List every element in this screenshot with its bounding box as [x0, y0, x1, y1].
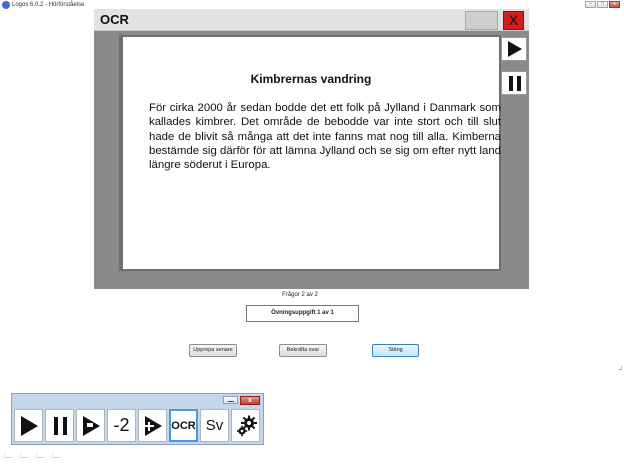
faint-icon — [36, 452, 45, 458]
ocr-close-button[interactable]: X — [503, 11, 524, 30]
language-button[interactable] — [200, 409, 229, 442]
close-app-button[interactable]: x — [609, 1, 620, 8]
repeat-later-button[interactable]: Upprepa senare — [189, 344, 237, 357]
confirm-answer-button[interactable]: Bekräfta svar — [279, 344, 327, 357]
maximize-button[interactable]: □ — [597, 1, 608, 8]
pause-icon — [54, 417, 66, 435]
plus-mark-v — [148, 422, 150, 431]
rewind-label: -2 — [113, 415, 130, 435]
app-logo-icon — [2, 1, 10, 9]
ocr-label: OCR — [171, 420, 196, 432]
question-counter: Frågor 2 av 2 — [282, 292, 318, 298]
ocr-window-title: OCR — [100, 12, 129, 27]
rewind-button[interactable] — [107, 409, 136, 442]
faint-taskbar-icons — [4, 452, 61, 458]
language-label: Sv — [205, 417, 224, 434]
window-controls — [585, 1, 620, 8]
close-button[interactable]: Stäng — [372, 344, 419, 357]
ocr-toggle-button[interactable] — [169, 409, 198, 442]
play-next-mark — [87, 423, 93, 427]
pause-button[interactable] — [45, 409, 74, 442]
ocr-window — [94, 9, 529, 289]
faint-icon — [52, 452, 61, 458]
ocr-blank-button[interactable] — [465, 11, 498, 30]
minimize-button[interactable]: – — [585, 1, 596, 8]
ocr-titlebar — [94, 9, 529, 31]
faint-icon — [20, 452, 29, 458]
gear-icon — [237, 415, 257, 437]
ocr-pause-button[interactable] — [501, 71, 527, 95]
play-icon — [21, 416, 38, 436]
settings-button[interactable] — [231, 409, 260, 442]
play-button[interactable] — [14, 409, 43, 442]
document-body: För cirka 2000 år sedan bodde det ett folk på Jylland i Danmark som kallades kimbrer. Det område de bebodde var inte stort och till slut hade de blivit så många att det inte fanns mat nog till alla. Kimberna bestämde sig därför för att lämna Jylland och se sig om efter nytt land längre söderut i Europa. — [149, 102, 501, 172]
faint-icon — [4, 452, 13, 458]
document-title: Kimbrernas vandring — [250, 72, 372, 86]
ocr-document — [119, 35, 501, 271]
toolbar-close-button[interactable]: x — [240, 396, 260, 405]
pause-icon — [509, 76, 521, 91]
exercise-label: Övningsuppgift 1 av 1 — [246, 305, 359, 322]
play-icon — [508, 41, 522, 57]
forward-button[interactable] — [138, 409, 167, 442]
ocr-play-button[interactable] — [501, 37, 527, 61]
toolbar-buttons — [14, 409, 262, 442]
play-next-button[interactable] — [76, 409, 105, 442]
app-title: Logos 6.0.2 - Hörförståelse — [12, 2, 85, 8]
player-toolbar — [11, 393, 264, 445]
resize-grip[interactable] — [618, 366, 622, 370]
toolbar-minimize-button[interactable] — [223, 396, 238, 404]
